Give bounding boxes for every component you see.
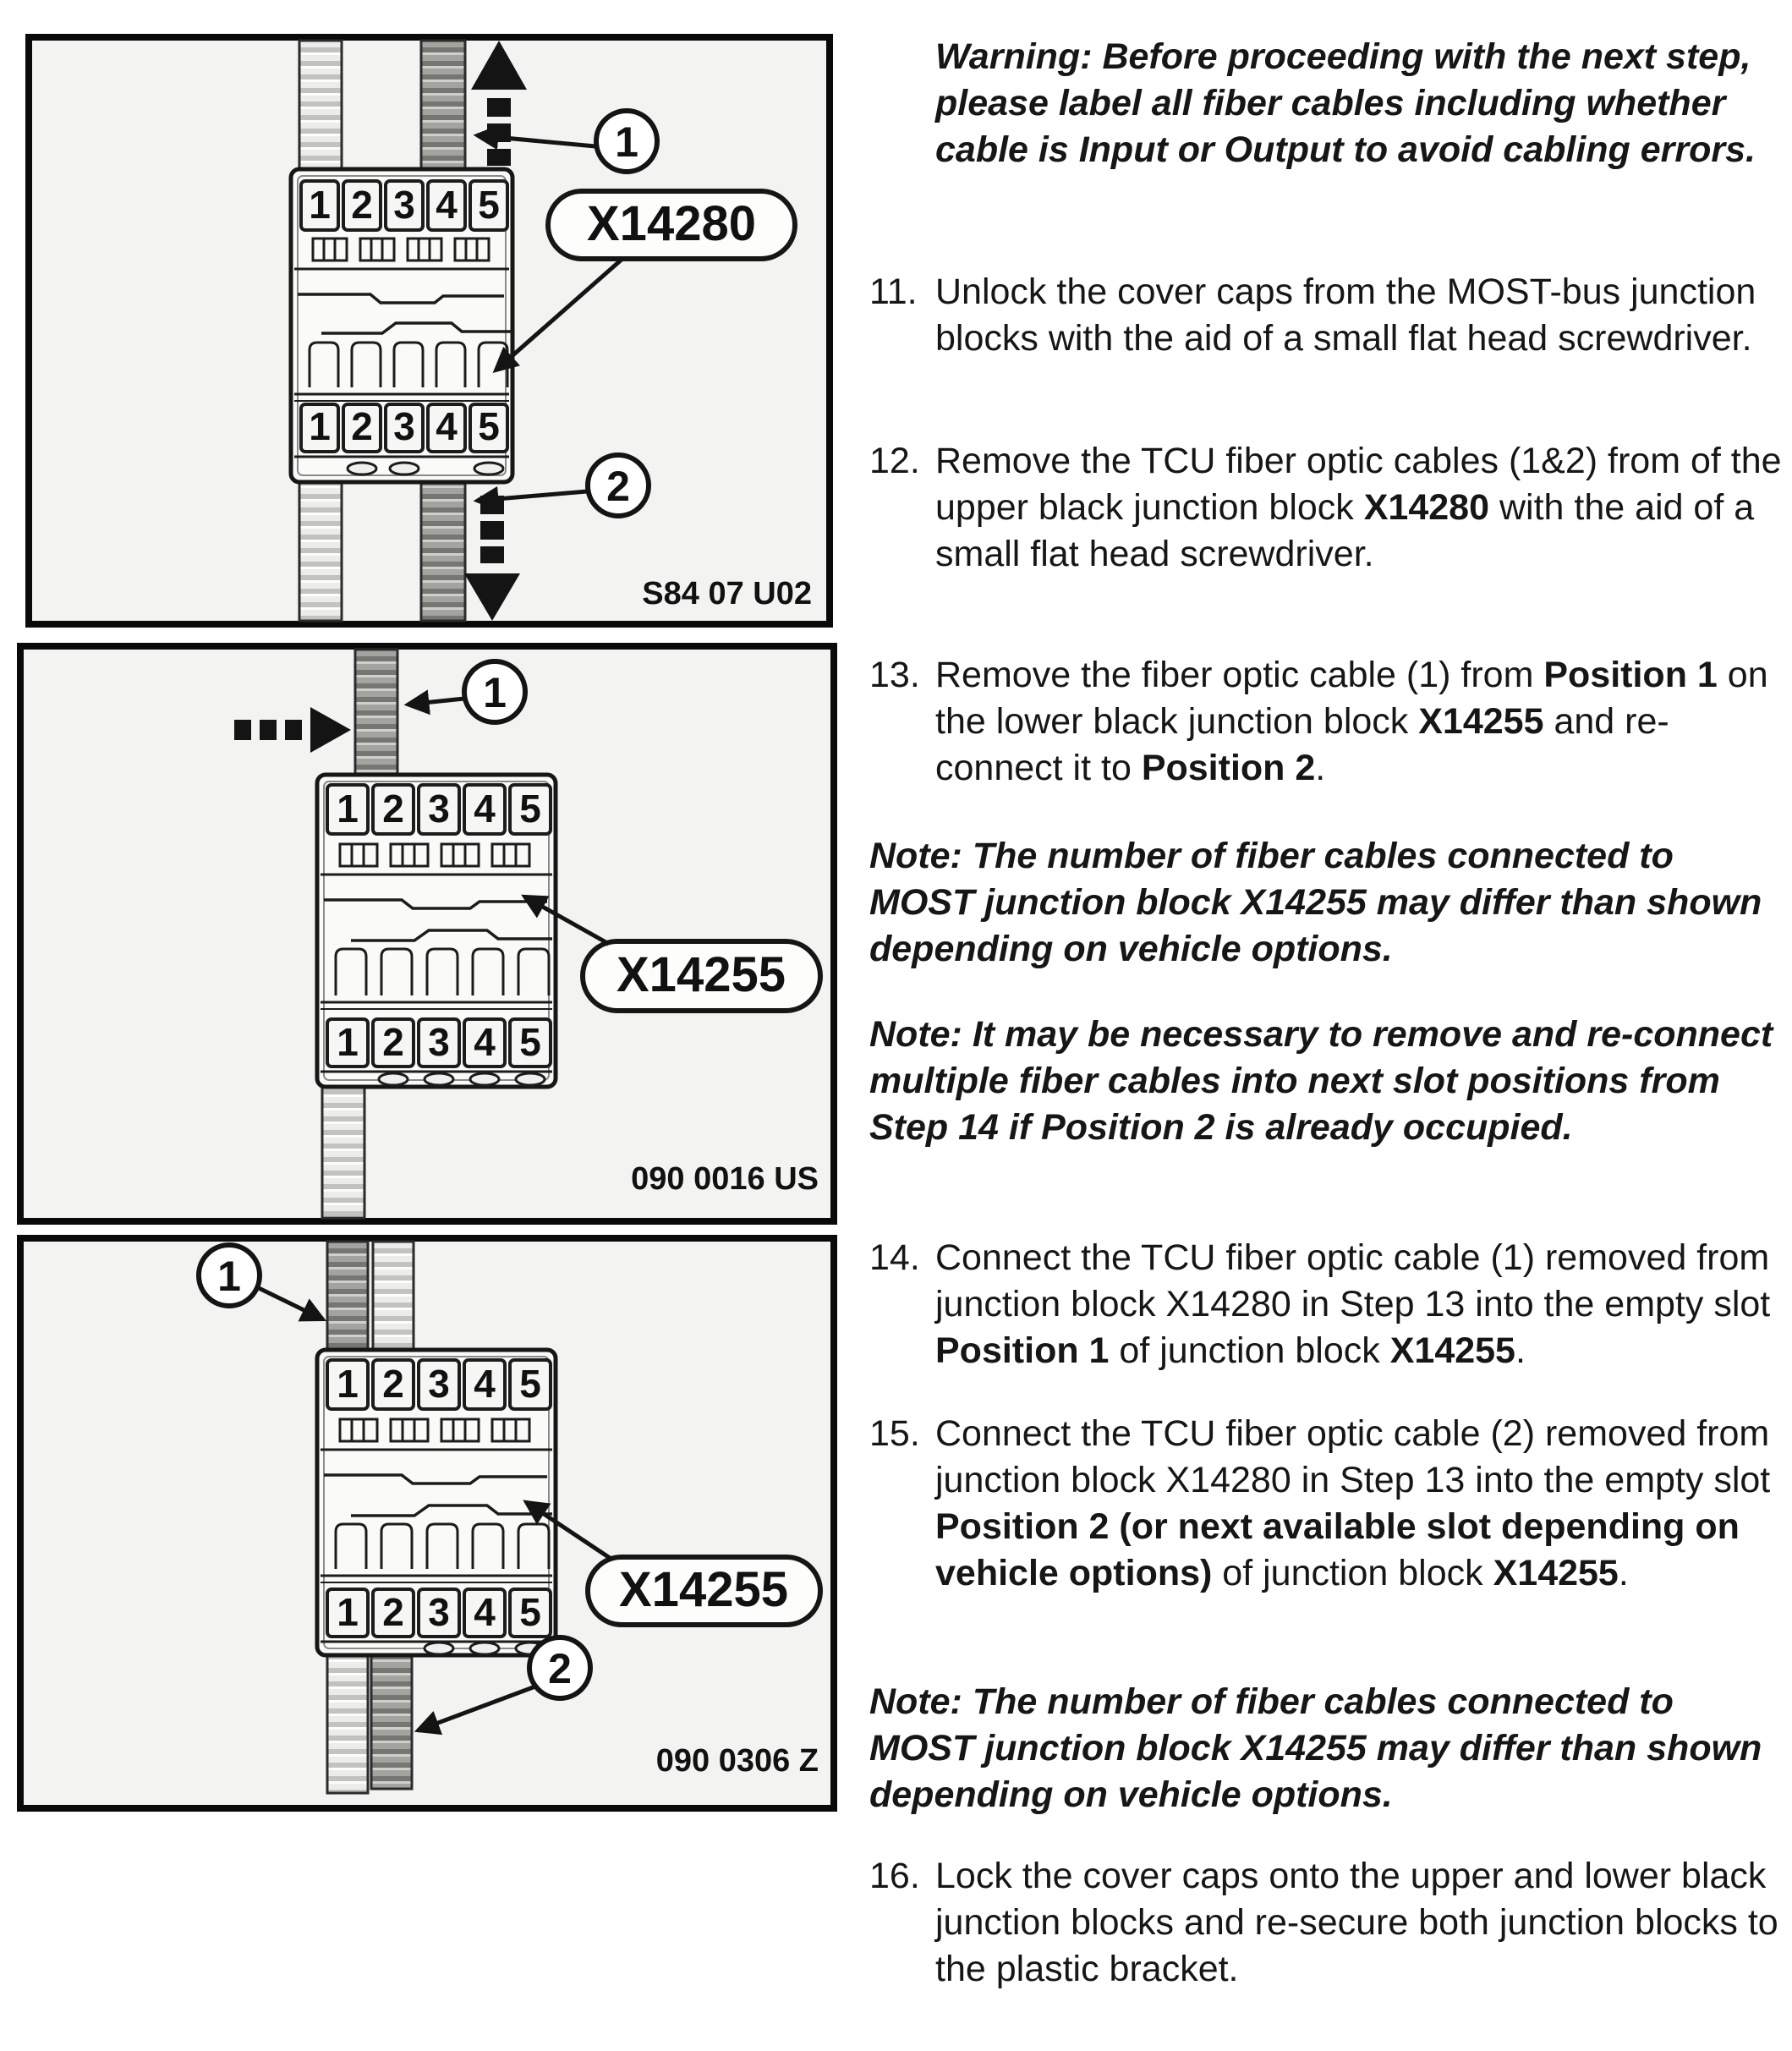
step-number: 14. — [869, 1237, 920, 1278]
slot-number: 5 — [519, 787, 541, 831]
junction-block — [317, 775, 556, 1087]
cable-gray-top — [421, 41, 465, 173]
slot-number: 3 — [428, 1020, 450, 1064]
cable-white-bottom — [327, 1655, 368, 1793]
slot-number: 1 — [309, 183, 331, 227]
step-16 — [869, 1853, 1788, 1993]
note-text: Note: It may be necessary to remove and re-connect multiple fiber cables into next slot positions from Step 14 if Position 2 is already occupied. — [869, 1014, 1773, 1148]
callout-1-number: 1 — [217, 1253, 241, 1300]
slot-number: 3 — [393, 404, 415, 448]
step-text: Lock the cover caps onto the upper and lower black junction blocks and re-secure both junction blocks to the plastic bracket. — [935, 1856, 1778, 1989]
slot-number: 2 — [351, 404, 373, 448]
step-15 — [869, 1411, 1788, 1597]
cable-gray-bottom — [371, 1655, 412, 1789]
figure-x14255-a — [17, 643, 837, 1225]
slot-number: 5 — [519, 1590, 541, 1634]
slot-number: 4 — [474, 787, 496, 831]
slot-number: 1 — [337, 1590, 359, 1634]
callout-1-number: 1 — [483, 669, 507, 716]
slot-number: 2 — [382, 1590, 404, 1634]
slot-number: 5 — [519, 1362, 541, 1406]
step-13 — [869, 652, 1788, 792]
warning-text: Warning: Before proceeding with the next step, please label all fiber cables including whether cable is Input or Output to avoid cabling errors. — [935, 36, 1756, 170]
cable-white-top — [373, 1242, 414, 1350]
slot-number: 3 — [428, 787, 450, 831]
step-number: 15. — [869, 1413, 920, 1454]
slot-number: 4 — [474, 1362, 496, 1406]
step-text: Connect the TCU fiber optic cable (2) removed from junction block X14280 in Step 13 into the empty slot Position 2 (or next available slot depending on vehicle options) of junction block X14255. — [935, 1413, 1771, 1593]
slot-number: 4 — [474, 1020, 496, 1064]
callout-1-number: 1 — [615, 118, 638, 166]
step-11 — [869, 269, 1788, 362]
step-number: 12. — [869, 441, 920, 481]
slot-number: 1 — [309, 404, 331, 448]
figure-x14280-svg — [25, 34, 833, 628]
slot-number: 5 — [478, 183, 500, 227]
callout-2-number: 2 — [606, 463, 630, 510]
figure-x14255-b-svg — [17, 1235, 837, 1812]
note-text: Note: The number of fiber cables connected to MOST junction block X14255 may differ than shown depending on vehicle options. — [869, 836, 1762, 969]
cable-white-bottom — [322, 1087, 364, 1218]
note-cable-count-2 — [869, 1679, 1788, 1818]
slot-number: 3 — [428, 1590, 450, 1634]
step-text: Connect the TCU fiber optic cable (1) removed from junction block X14280 in Step 13 into the empty slot Position 1 of junction block X14255. — [935, 1237, 1771, 1371]
step-12 — [869, 438, 1788, 578]
junction-block — [317, 1350, 556, 1655]
block-label-text: X14280 — [587, 196, 756, 251]
note-cable-count-1 — [869, 833, 1788, 973]
cable-gray-top — [355, 650, 397, 775]
slot-number: 1 — [337, 1362, 359, 1406]
slot-number: 4 — [436, 404, 458, 448]
cable-gray-top — [327, 1242, 368, 1350]
slot-number: 3 — [393, 183, 415, 227]
figure-caption: S84 07 U02 — [642, 576, 812, 611]
slot-number: 2 — [382, 1362, 404, 1406]
cable-white-top — [299, 41, 342, 173]
figure-x14255-a-svg — [17, 643, 837, 1225]
step-text: Remove the TCU fiber optic cables (1&2) from of the upper black junction block X14280 with the aid of a small flat head screwdriver. — [935, 441, 1782, 574]
warning-note — [869, 34, 1788, 173]
step-text: Unlock the cover caps from the MOST-bus junction blocks with the aid of a small flat head screwdriver. — [935, 271, 1756, 359]
slot-number: 5 — [519, 1020, 541, 1064]
step-number: 16. — [869, 1856, 920, 1896]
cable-white-bottom — [299, 482, 342, 621]
block-label-text: X14255 — [619, 1562, 788, 1617]
callout-2-number: 2 — [548, 1645, 572, 1692]
slot-number: 3 — [428, 1362, 450, 1406]
note-text: Note: The number of fiber cables connected to MOST junction block X14255 may differ than shown depending on vehicle options. — [869, 1681, 1762, 1815]
step-number: 11. — [869, 271, 918, 312]
cable-gray-bottom — [421, 482, 465, 621]
slot-number: 4 — [436, 183, 458, 227]
slot-number: 1 — [337, 787, 359, 831]
step-text: Remove the fiber optic cable (1) from Position 1 on the lower black junction block X14255 and re-connect it to Position 2. — [935, 655, 1768, 788]
junction-block — [291, 169, 512, 482]
slot-number: 4 — [474, 1590, 496, 1634]
step-14 — [869, 1235, 1788, 1374]
block-label-text: X14255 — [617, 947, 786, 1002]
slot-number: 1 — [337, 1020, 359, 1064]
cable-holes — [425, 1642, 545, 1654]
slot-number: 2 — [382, 787, 404, 831]
slot-number: 5 — [478, 404, 500, 448]
step-number: 13. — [869, 655, 920, 695]
slot-number: 2 — [351, 183, 373, 227]
note-reconnect — [869, 1012, 1788, 1151]
figure-x14255-b — [17, 1235, 837, 1812]
figure-x14280 — [25, 34, 833, 628]
figure-caption: 090 0016 US — [631, 1161, 819, 1197]
figure-caption: 090 0306 Z — [655, 1743, 819, 1779]
slot-number: 2 — [382, 1020, 404, 1064]
